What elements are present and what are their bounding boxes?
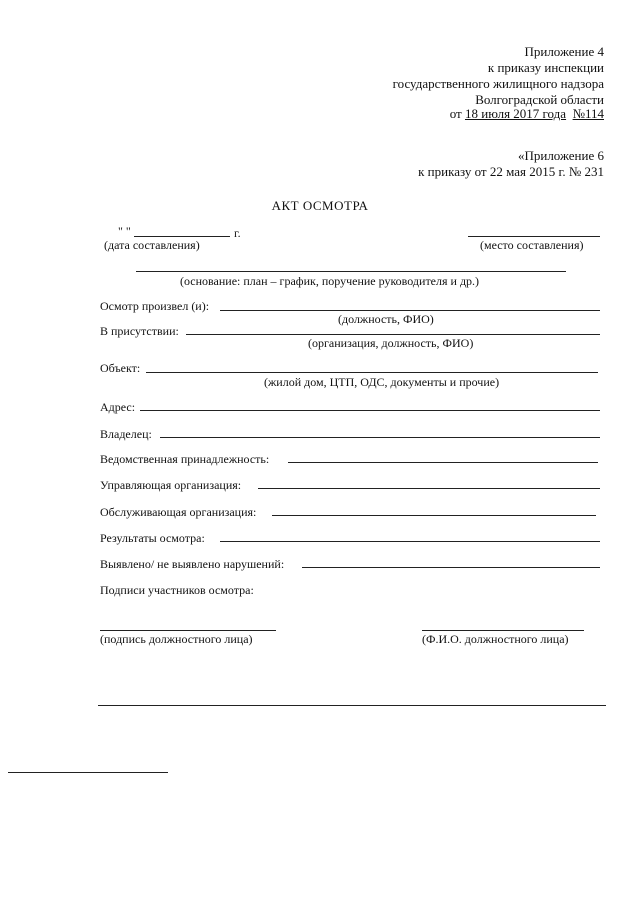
- service-label: Обслуживающая организация:: [100, 505, 257, 519]
- owner-line[interactable]: [160, 437, 600, 438]
- appendix6-line1: «Приложение 6: [517, 148, 604, 163]
- appendix4-line2: к приказу инспекции: [487, 60, 604, 75]
- affiliation-label: Ведомственная принадлежность:: [100, 452, 270, 466]
- document-title: АКТ ОСМОТРА: [271, 198, 369, 213]
- management-label: Управляющая организация:: [100, 478, 242, 492]
- object-caption: (жилой дом, ЦТП, ОДС, документы и прочие): [264, 375, 500, 389]
- management-line[interactable]: [258, 488, 600, 489]
- footnote-rule: [8, 772, 168, 773]
- place-caption: (место составления): [480, 238, 584, 252]
- place-line: [468, 236, 600, 237]
- address-line[interactable]: [140, 410, 600, 411]
- appendix4-number: №114: [572, 106, 604, 121]
- affiliation-line[interactable]: [288, 462, 598, 463]
- presence-line[interactable]: [186, 334, 600, 335]
- violations-label: Выявлено/ не выявлено нарушений:: [100, 557, 285, 571]
- presence-label: В присутствии:: [100, 324, 179, 338]
- date-year-suffix: г.: [234, 226, 241, 240]
- appendix4-line1: Приложение 4: [524, 44, 604, 59]
- appendix4-line5: [450, 106, 604, 121]
- results-label: Результаты осмотра:: [100, 531, 205, 545]
- signature-left-line[interactable]: [100, 630, 276, 631]
- presence-caption: (организация, должность, ФИО): [308, 336, 474, 350]
- inspector-label: Осмотр произвел (и):: [100, 299, 210, 313]
- address-label: Адрес:: [100, 400, 136, 414]
- appendix4-date: 18 июля 2017 года: [464, 106, 567, 121]
- signature-left-caption: (подпись должностного лица): [100, 632, 253, 646]
- signature-right-line[interactable]: [422, 630, 584, 631]
- bottom-rule: [98, 705, 606, 706]
- results-line[interactable]: [220, 541, 600, 542]
- owner-label: Владелец:: [100, 427, 152, 441]
- signature-right-caption: (Ф.И.О. должностного лица): [422, 632, 569, 646]
- service-line[interactable]: [272, 515, 596, 516]
- basis-line: [136, 271, 566, 272]
- date-line: [134, 236, 230, 237]
- object-label: Объект:: [100, 361, 141, 375]
- basis-caption: (основание: план – график, поручение руководителя и др.): [180, 274, 480, 288]
- date-quote: " ": [118, 224, 131, 238]
- violations-line[interactable]: [302, 567, 600, 568]
- appendix6-line2: к приказу от 22 мая 2015 г. № 231: [418, 164, 604, 179]
- signatures-label: Подписи участников осмотра:: [100, 583, 254, 597]
- inspector-caption: (должность, ФИО): [338, 312, 434, 326]
- appendix4-line4: Волгоградской области: [475, 92, 604, 107]
- object-line[interactable]: [146, 372, 598, 373]
- inspector-line[interactable]: [220, 310, 600, 311]
- appendix4-line3: государственного жилищного надзора: [392, 76, 604, 91]
- date-caption: (дата составления): [104, 238, 200, 252]
- appendix4-date-prefix: от: [449, 106, 465, 121]
